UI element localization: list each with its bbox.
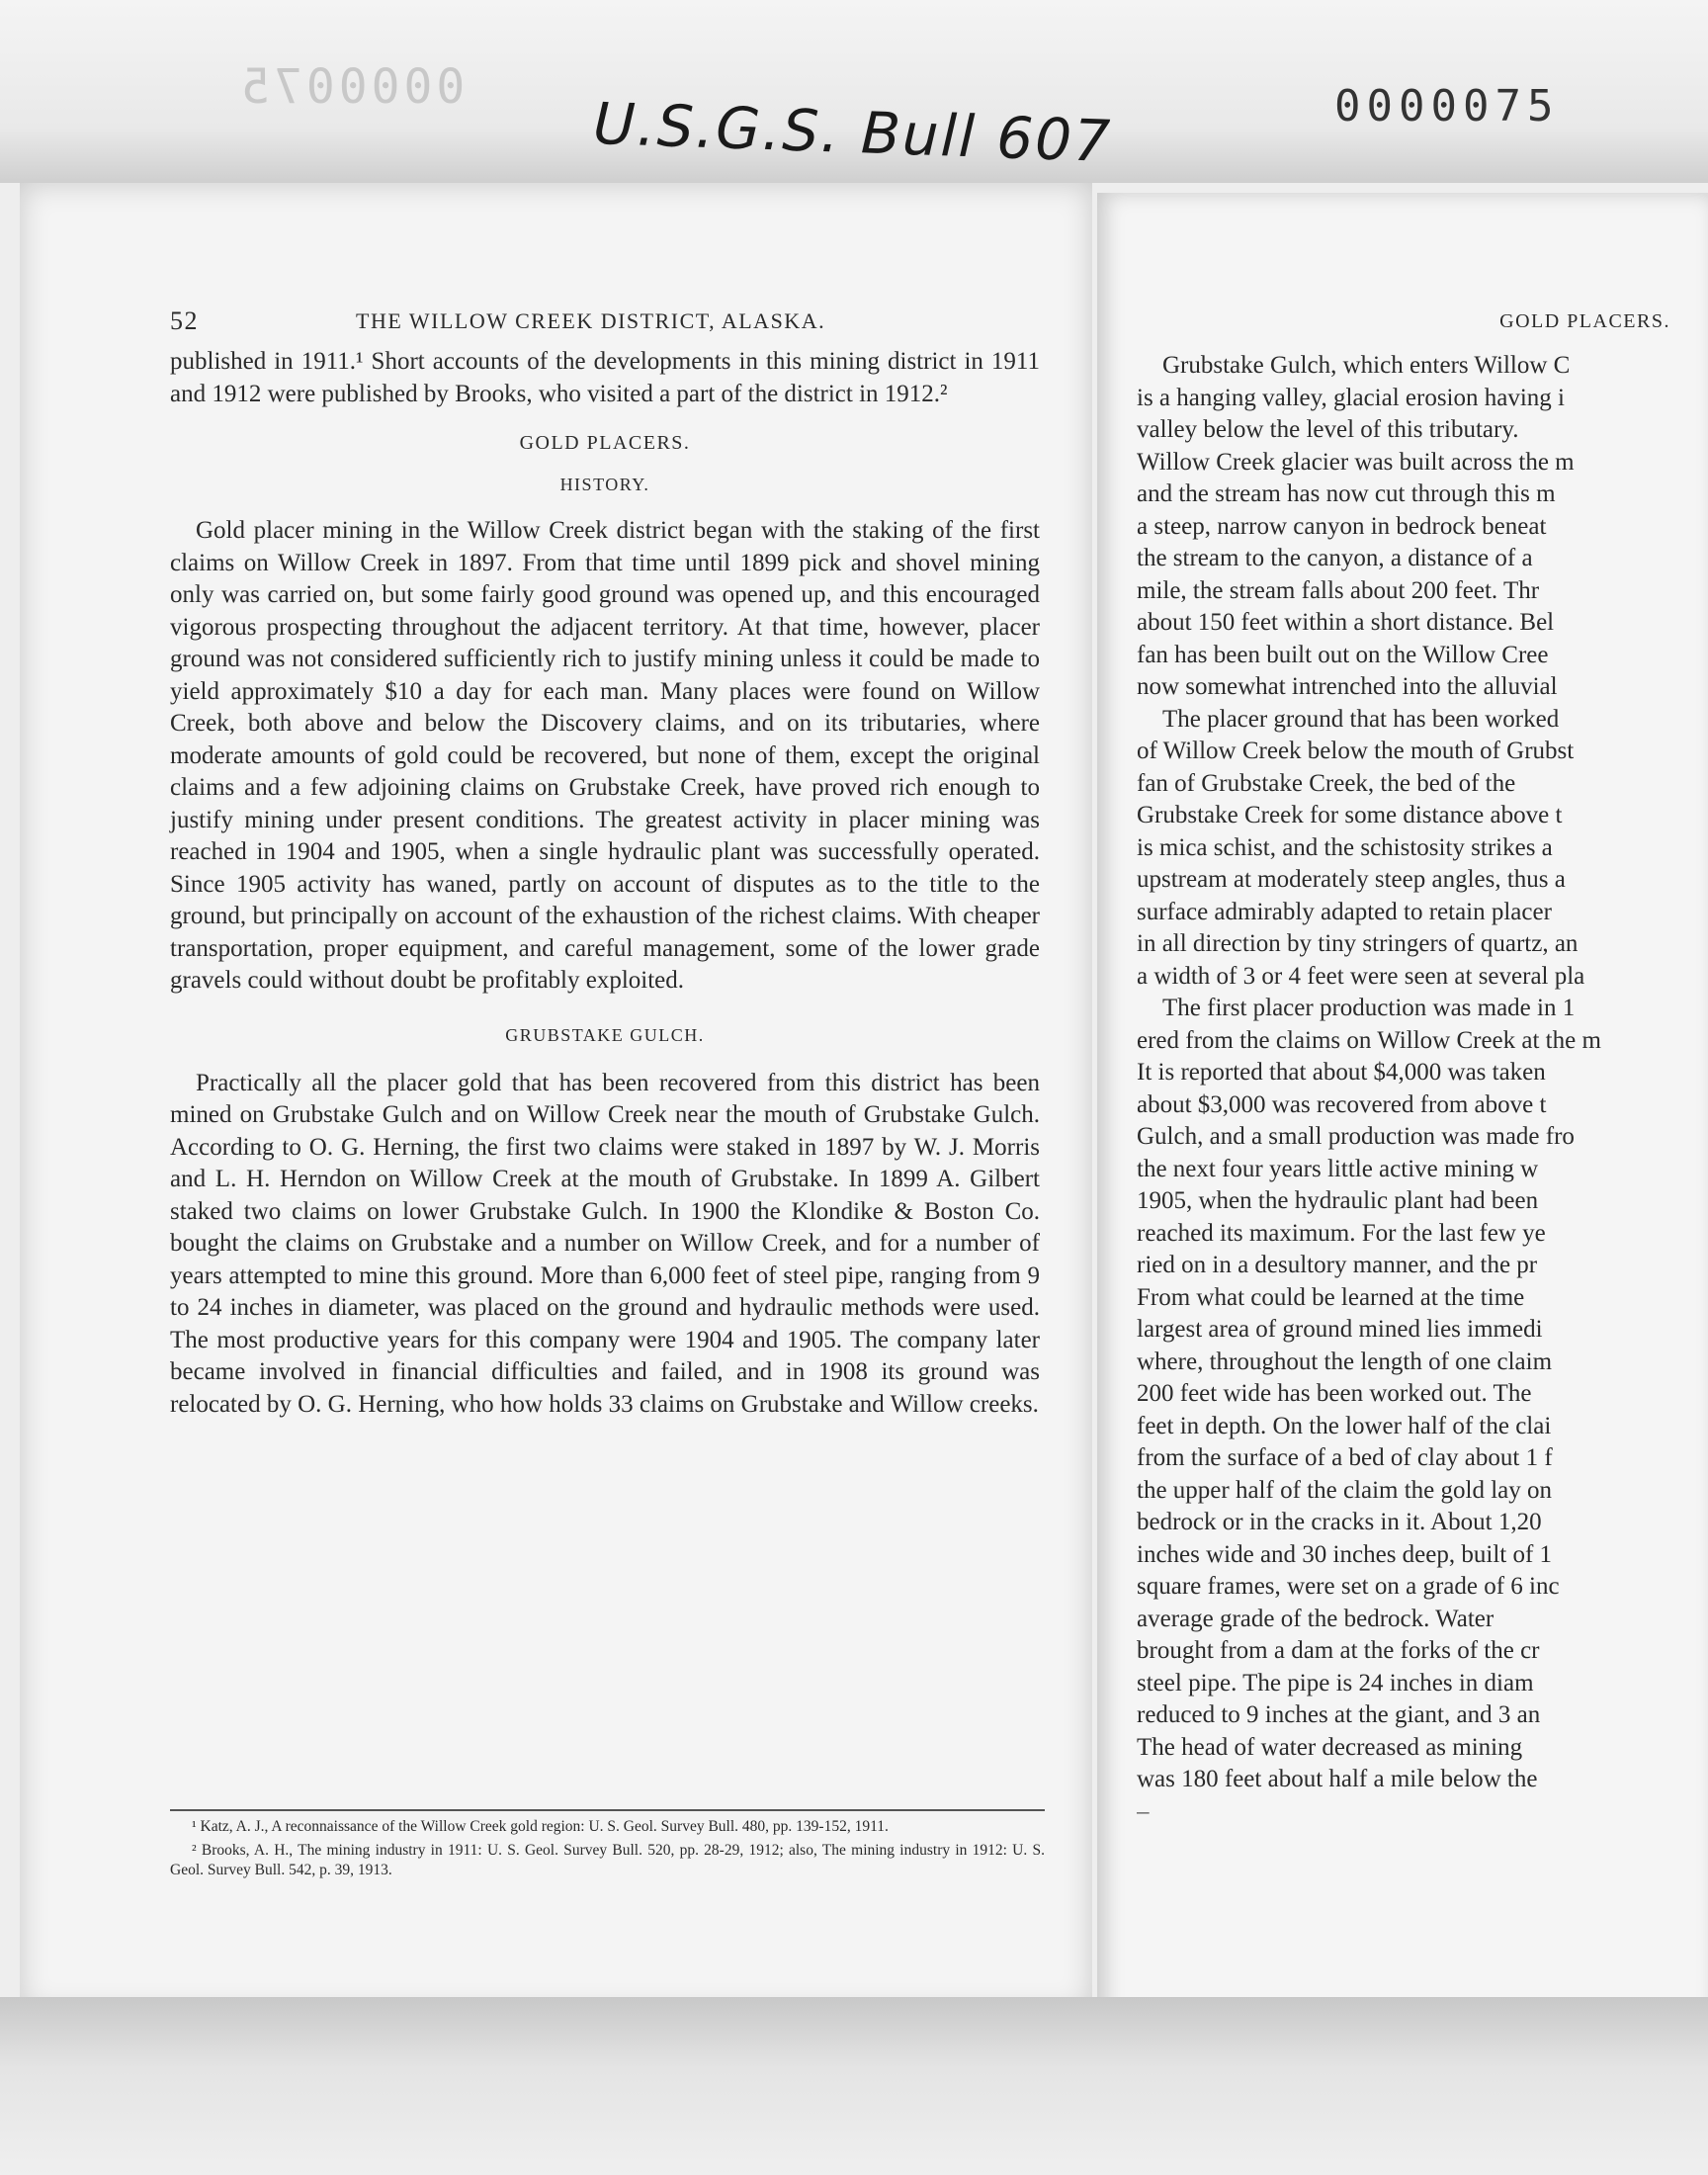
right-page-line: brought from a dam at the forks of the cr bbox=[1137, 1637, 1540, 1664]
right-page-line: about $3,000 was recovered from above t bbox=[1137, 1090, 1547, 1118]
footnotes bbox=[170, 1809, 1045, 1884]
right-page-line: now somewhat intrenched into the alluvial bbox=[1137, 673, 1558, 700]
heading-history: HISTORY. bbox=[559, 475, 650, 494]
right-page-line: steel pipe. The pipe is 24 inches in diam bbox=[1137, 1669, 1534, 1696]
right-running-title: GOLD PLACERS. bbox=[1499, 310, 1670, 332]
right-page-line: from the surface of a bed of clay about 1 f bbox=[1137, 1444, 1553, 1471]
stamp-number: 0000075 bbox=[1334, 81, 1560, 131]
right-page-line: is a hanging valley, glacial erosion having i bbox=[1137, 384, 1565, 411]
right-page-text bbox=[1137, 306, 1708, 1828]
right-page-line: square frames, were set on a grade of 6 inc bbox=[1137, 1573, 1560, 1600]
right-page-line: inches wide and 30 inches deep, built of 1 bbox=[1137, 1540, 1553, 1568]
right-page-line: bedrock or in the cracks in it. About 1,20 bbox=[1137, 1509, 1542, 1535]
right-page-line: the upper half of the claim the gold lay on bbox=[1137, 1476, 1553, 1504]
right-page-line: valley below the level of this tributary. bbox=[1137, 416, 1519, 443]
right-page-line: of Willow Creek below the mouth of Grubst bbox=[1137, 738, 1575, 764]
right-page-line: reduced to 9 inches at the giant, and 3 an bbox=[1137, 1701, 1541, 1728]
right-page-line: a steep, narrow canyon in bedrock beneat bbox=[1137, 512, 1547, 540]
heading-gold-placers: GOLD PLACERS. bbox=[519, 432, 691, 454]
footnote-2: ² Brooks, A. H., The mining industry in 1911: U. S. Geol. Survey Bull. 520, pp. 28-29, 1912; also, The mining industry in 1912: U. S. Geol. Survey Bull. 542, p. 39, 1913. bbox=[170, 1842, 1045, 1878]
intro-paragraph: published in 1911.¹ Short accounts of the developments in this mining district in 1911 and 1912 were published by Brooks, who visited a part of the district in 1912.² bbox=[170, 348, 1040, 407]
page-number: 52 bbox=[170, 306, 199, 335]
right-page-line: 1905, when the hydraulic plant had been bbox=[1137, 1187, 1539, 1214]
right-page-line: and the stream has now cut through this m bbox=[1137, 480, 1556, 507]
right-page-line: reached its maximum. For the last few ye bbox=[1137, 1219, 1546, 1247]
right-page-lines bbox=[1137, 350, 1708, 1796]
running-title: THE WILLOW CREEK DISTRICT, ALASKA. bbox=[356, 308, 826, 333]
right-page-line: in all direction by tiny stringers of quartz, an bbox=[1137, 930, 1579, 957]
right-page-line: fan has been built out on the Willow Cree bbox=[1137, 641, 1549, 668]
right-page-line: a width of 3 or 4 feet were seen at several pla bbox=[1137, 962, 1585, 990]
right-page-line: Willow Creek glacier was built across the m bbox=[1137, 448, 1575, 476]
scan-bottom-shadow bbox=[0, 1997, 1708, 2175]
right-page-line: the stream to the canyon, a distance of a bbox=[1137, 545, 1533, 571]
right-page-line: 200 feet wide has been worked out. The bbox=[1137, 1380, 1532, 1407]
right-page-line: The placer ground that has been worked bbox=[1162, 705, 1560, 733]
right-page-line: average grade of the bedrock. Water bbox=[1137, 1605, 1494, 1632]
right-page-line: is mica schist, and the schistosity strikes a bbox=[1137, 833, 1553, 861]
heading-grubstake-gulch: GRUBSTAKE GULCH. bbox=[505, 1024, 705, 1045]
right-page-line: the next four years little active mining w bbox=[1137, 1155, 1539, 1182]
right-page-line: fan of Grubstake Creek, the bed of the bbox=[1137, 769, 1516, 797]
handwritten-title: U.S.G.S. Bull 607 bbox=[591, 89, 1114, 176]
left-page-text bbox=[170, 306, 1040, 1421]
history-paragraph: Gold placer mining in the Willow Creek district began with the staking of the first claims on Willow Creek in 1897. From that time until 1899 pick and shovel mining only was carried on, but some fairly good ground was opened up, and this encouraged vigorous prospecting throughout the adjacent territory. At that time, however, placer ground was not considered sufficiently rich to justify mining unless it could be made to yield approximately $10 a day for each man. Many places were found on Willow Creek, both above and below the Discovery claims, and on its tributaries, where moderate amounts of gold could be recovered, but none of them, except the original claims and a few adjoining claims on Grubstake Creek, have proved rich enough to justify mining under present conditions. The greatest activity in placer mining was reached in 1904 and 1905, when a single hydraulic plant was successfully operated. Since 1905 activity has waned, partly on account of disputes as to the title to the ground, but principally on account of the exhaustion of the richest claims. With cheaper transportation, proper equipment, and careful management, some of the lower grade gravels could without doubt be profitably exploited. bbox=[170, 517, 1040, 994]
right-page-line: surface admirably adapted to retain placer bbox=[1137, 898, 1552, 925]
right-page-line: Grubstake Creek for some distance above t bbox=[1137, 802, 1563, 828]
right-page-line: Gulch, and a small production was made fro bbox=[1137, 1123, 1575, 1150]
right-page-line: mile, the stream falls about 200 feet. Thr bbox=[1137, 576, 1540, 604]
right-page-line: The first placer production was made in 1 bbox=[1162, 995, 1576, 1021]
right-page-line: It is reported that about $4,000 was taken bbox=[1137, 1059, 1546, 1086]
right-page-line: upstream at moderately steep angles, thus a bbox=[1137, 866, 1566, 893]
right-page-line: ried on in a desultory manner, and the pr bbox=[1137, 1252, 1538, 1278]
right-page-line: The head of water decreased as mining bbox=[1137, 1733, 1523, 1761]
right-page-line: where, throughout the length of one claim bbox=[1137, 1348, 1553, 1375]
footnote-1: ¹ Katz, A. J., A reconnaissance of the Willow Creek gold region: U. S. Geol. Survey Bull. 480, pp. 139-152, 1911. bbox=[192, 1818, 889, 1835]
right-page-line: largest area of ground mined lies immedi bbox=[1137, 1316, 1543, 1343]
right-page-line: about 150 feet within a short distance. Bel bbox=[1137, 609, 1555, 636]
running-head bbox=[170, 306, 1040, 346]
right-page-line: was 180 feet about half a mile below the bbox=[1137, 1766, 1538, 1792]
right-page-line: feet in depth. On the lower half of the clai bbox=[1137, 1412, 1552, 1439]
ghost-mirrored-number: 0000075 bbox=[237, 59, 466, 115]
right-page-line: From what could be learned at the time bbox=[1137, 1283, 1525, 1311]
right-page-line: ered from the claims on Willow Creek at the m bbox=[1137, 1026, 1601, 1054]
right-page-tail-mark: – bbox=[1137, 1797, 1150, 1825]
grubstake-paragraph: Practically all the placer gold that has been recovered from this district has been mined on Grubstake Gulch and on Willow Creek near the mouth of Grubstake Gulch. According to O. G. Herning, the first two claims were staked in 1897 by W. J. Morris and L. H. Herndon on Willow Creek at the mouth of Grubstake. In 1899 A. Gilbert staked two claims on lower Grubstake Gulch. In 1900 the Klondike & Boston Co. bought the claims on Grubstake and a number on Willow Creek, and for a number of years attempted to mine this ground. More than 6,000 feet of steel pipe, ranging from 9 to 24 inches in diameter, was placed on the ground and hydraulic methods were used. The most productive years for this company were 1904 and 1905. The company later became involved in financial difficulties and failed, and in 1908 its ground was relocated by O. G. Herning, who how holds 33 claims on Grubstake and Willow creeks. bbox=[170, 1069, 1040, 1418]
right-page-line: Grubstake Gulch, which enters Willow C bbox=[1162, 352, 1571, 379]
